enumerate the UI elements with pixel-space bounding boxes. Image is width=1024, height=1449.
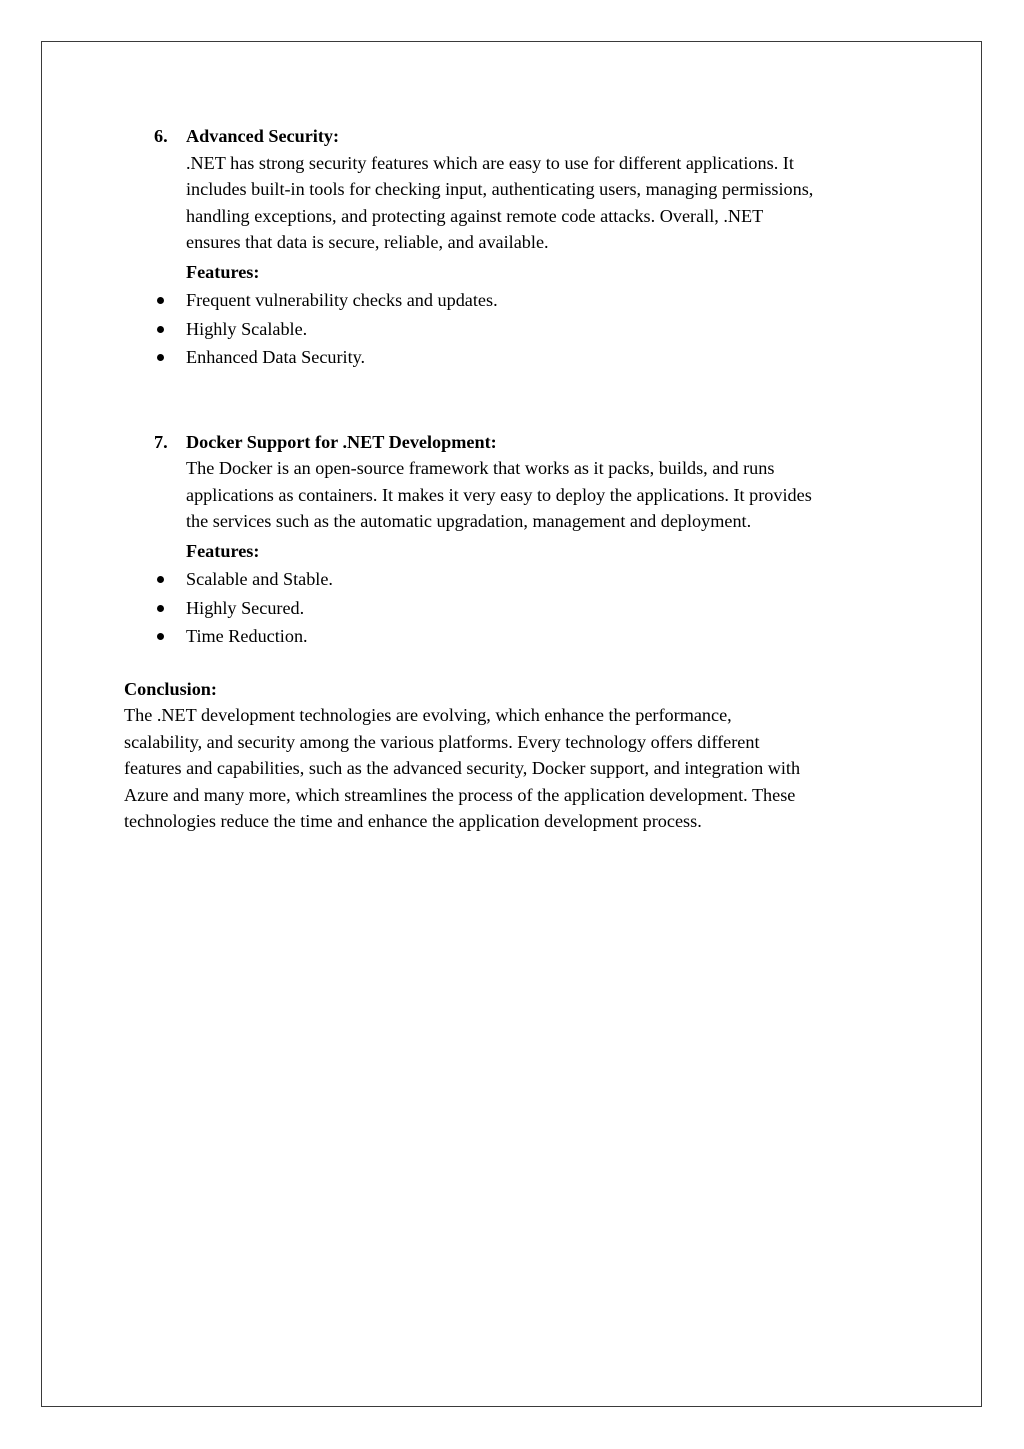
conclusion-paragraph xyxy=(124,702,904,835)
paragraph-line: technologies reduce the time and enhance the application development process. xyxy=(124,811,702,831)
bullet-icon xyxy=(157,297,164,304)
section-docker-support xyxy=(124,429,904,565)
section-number: 6. xyxy=(154,126,168,146)
paragraph-line: includes built-in tools for checking input, authenticating users, managing permissions, xyxy=(186,179,814,199)
document-body xyxy=(124,123,904,835)
section-paragraph xyxy=(186,150,904,256)
paragraph-line: The .NET development technologies are evolving, which enhance the performance, xyxy=(124,705,732,725)
list-item xyxy=(124,594,904,623)
list-item-text: Time Reduction. xyxy=(186,626,308,646)
conclusion-section xyxy=(124,676,904,835)
features-label: Features: xyxy=(186,261,260,282)
conclusion-title: Conclusion: xyxy=(124,678,217,699)
features-list xyxy=(124,565,904,651)
list-item-text: Highly Secured. xyxy=(186,597,305,618)
list-item-text: Highly Scalable. xyxy=(186,318,308,339)
section-title: Docker Support for .NET Development: xyxy=(186,431,497,452)
list-item xyxy=(124,315,904,344)
bullet-icon xyxy=(157,633,164,640)
paragraph-line: scalability, and security among the various platforms. Every technology offers different xyxy=(124,731,760,752)
bullet-icon xyxy=(157,354,164,361)
paragraph-line: ensures that data is secure, reliable, and available. xyxy=(186,232,549,252)
paragraph-line: the services such as the automatic upgradation, management and deployment. xyxy=(186,511,752,531)
list-item xyxy=(124,343,904,372)
list-item-text: Scalable and Stable. xyxy=(186,569,333,589)
section-number: 7. xyxy=(154,431,168,452)
section-paragraph xyxy=(186,455,904,535)
features-list xyxy=(124,286,904,372)
list-item xyxy=(124,622,904,651)
bullet-icon xyxy=(157,326,164,333)
bullet-icon xyxy=(157,605,164,612)
features-label: Features: xyxy=(186,540,260,561)
list-item xyxy=(124,286,904,315)
section-advanced-security xyxy=(124,123,904,285)
list-item-text: Enhanced Data Security. xyxy=(186,347,366,367)
list-item xyxy=(124,565,904,594)
paragraph-line: Azure and many more, which streamlines the process of the application development. These xyxy=(124,784,796,805)
paragraph-line: handling exceptions, and protecting against remote code attacks. Overall, .NET xyxy=(186,205,764,226)
bullet-icon xyxy=(157,576,164,583)
paragraph-line: .NET has strong security features which are easy to use for different applications. It xyxy=(186,152,794,173)
section-title: Advanced Security: xyxy=(186,126,340,146)
paragraph-line: applications as containers. It makes it very easy to deploy the applications. It provides xyxy=(186,484,812,505)
paragraph-line: The Docker is an open-source framework that works as it packs, builds, and runs xyxy=(186,458,775,478)
list-item-text: Frequent vulnerability checks and updates. xyxy=(186,290,498,310)
paragraph-line: features and capabilities, such as the advanced security, Docker support, and integration with xyxy=(124,758,801,778)
